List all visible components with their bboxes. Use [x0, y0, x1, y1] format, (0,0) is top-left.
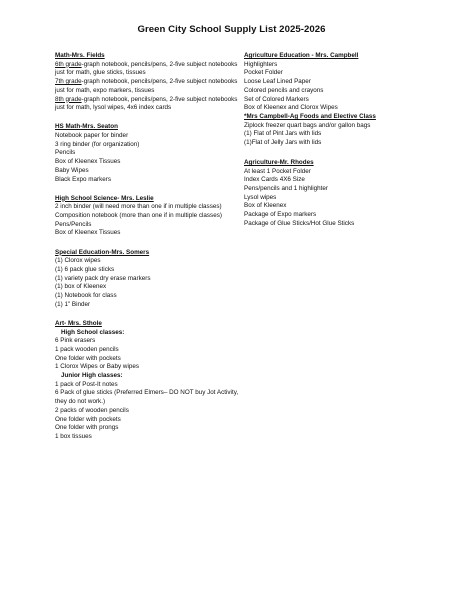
- list-item: Pens/Pencils: [55, 220, 92, 228]
- list-item: Lysol wipes: [244, 193, 277, 201]
- list-item: Pens/pencils and 1 highlighter: [244, 185, 329, 193]
- list-item: Loose Leaf Lined Paper: [244, 78, 311, 86]
- list-item: Composition notebook (more than one if in multiple classes): [55, 212, 222, 220]
- grade6-item: [55, 61, 240, 78]
- art-hs-subheading: High School classes:: [61, 328, 125, 336]
- list-item: (1) variety pack dry erase markers: [55, 274, 151, 282]
- grade7-label: 7th grade: [55, 78, 82, 86]
- hs-math-section: [55, 123, 240, 184]
- art-heading: Art- Mrs. Sthole: [55, 319, 102, 327]
- list-item: Colored pencils and crayons: [244, 86, 324, 94]
- list-item: (1) Notebook for class: [55, 292, 117, 300]
- list-item: Set of Colored Markers: [244, 95, 309, 103]
- grade6-label: 6th grade: [55, 60, 82, 68]
- list-item: Box of Kleenex: [244, 202, 287, 210]
- ag-foods-heading: *Mrs Campbell-Ag Foods and Elective Class: [244, 112, 376, 120]
- list-item: Box of Kleenex Tissues: [55, 158, 121, 166]
- list-item: 1 pack wooden pencils: [55, 345, 119, 353]
- special-ed-heading: Special Education-Mrs. Somers: [55, 248, 150, 256]
- grade8-text: -graph notebook, pencils/pens, 2-five subject notebooks just for math, lysol wipes, 4x6 index cards: [55, 95, 238, 112]
- list-item: Package of Glue Sticks/Hot Glue Sticks: [244, 219, 355, 227]
- ag-ed-heading: Agriculture Education - Mrs. Campbell: [244, 52, 359, 59]
- list-item: Index Cards 4X6 Size: [244, 176, 305, 184]
- list-item: Package of Expo markers: [244, 211, 317, 219]
- list-item: 1 pack of Post-It notes: [55, 380, 118, 388]
- list-item: 6 Pack of glue sticks (Preferred Elmers– DO NOT buy Jot Activity, they do not work.): [55, 389, 239, 406]
- list-item: Box of Kleenex and Clorox Wipes: [244, 104, 338, 112]
- list-item: One folder with prongs: [55, 424, 119, 432]
- grade8-item: [55, 96, 240, 113]
- list-item: Box of Kleenex Tissues: [55, 229, 121, 237]
- list-item: (1) 1" Binder: [55, 300, 91, 308]
- hs-science-section: [55, 195, 240, 239]
- art-jh-subheading: Junior High classes:: [61, 372, 123, 380]
- list-item: Pencils: [55, 149, 76, 157]
- list-item: 1 box tissues: [55, 432, 92, 440]
- list-item: One folder with pockets: [55, 415, 121, 423]
- list-item: (1)Flat of Jelly Jars with lids: [244, 139, 322, 147]
- list-item: 6 Pink erasers: [55, 337, 96, 345]
- list-item: One folder with pockets: [55, 354, 121, 362]
- list-item: Pocket Folder: [244, 69, 283, 77]
- list-item: Highlighters: [244, 60, 278, 68]
- special-ed-section: [55, 249, 240, 310]
- list-item: 1 Clorox Wipes or Baby wipes: [55, 363, 139, 371]
- list-item: Black Expo markers: [55, 175, 111, 183]
- grade6-text: -graph notebook, pencils/pens, 2-five subject notebooks just for math, glue sticks, tissues: [55, 60, 238, 77]
- list-item: Baby Wipes: [55, 166, 89, 174]
- document-title: Green City School Supply List 2025-2026: [137, 24, 326, 35]
- ag-rhodes-heading: Agriculture-Mr. Rhodes: [244, 158, 314, 166]
- art-section: [55, 320, 240, 442]
- list-item: 2 packs of wooden pencils: [55, 406, 129, 414]
- list-item: 2 inch binder (will need more than one if in multiple classes): [55, 203, 222, 211]
- grade8-label: 8th grade: [55, 95, 82, 103]
- list-item: (1) Clorox wipes: [55, 257, 101, 265]
- list-item: (1) Flat of Pint Jars with lids: [244, 130, 322, 138]
- list-item: Notebook paper for binder: [55, 132, 129, 140]
- grade7-text: -graph notebook, pencils/pens, 2-five subject notebooks just for math, expo markers, tissues: [55, 78, 238, 94]
- list-item: At least 1 Pocket Folder: [244, 167, 311, 175]
- math-heading: Math-Mrs. Fields: [55, 52, 105, 59]
- list-item: Ziplock freezer quart bags and/or gallon bags: [244, 121, 371, 129]
- hs-math-heading: HS Math-Mrs. Seaton: [55, 123, 118, 131]
- list-item: (1) box of Kleenex: [55, 283, 107, 291]
- math-section: [55, 52, 240, 113]
- list-item: 3 ring binder (for organization): [55, 140, 140, 148]
- hs-science-heading: High School Science- Mrs. Leslie: [55, 194, 154, 202]
- left-column: [55, 52, 240, 452]
- list-item: (1) 6 pack glue sticks: [55, 265, 115, 273]
- right-column: [244, 52, 419, 240]
- grade7-item: [55, 78, 240, 95]
- ag-rhodes-section: [244, 159, 419, 229]
- ag-ed-section: [244, 52, 419, 148]
